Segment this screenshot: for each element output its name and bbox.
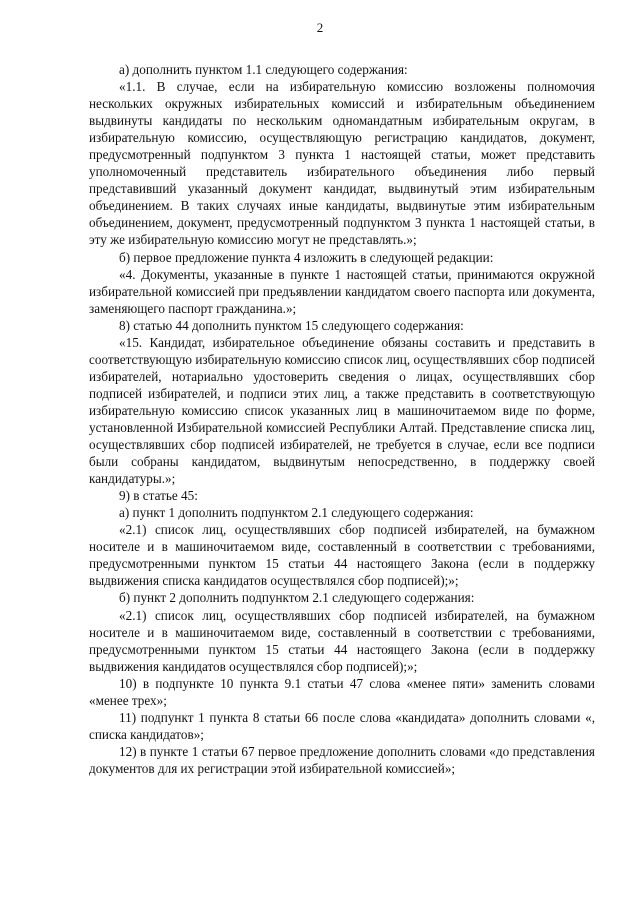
paragraph-subpoint-2-1-second: «2.1) список лиц, осуществлявших сбор подписей избирателей, на бумажном носителе и в машиночитаемом виде, составленный в соответствии с требованиями, предусмотренными пунктом 15 статьи 44 настоящего Закона (если в поддержку выдвижения кандидатов осуществлялся сбор подписей);»;	[89, 607, 595, 674]
page-number: 2	[316, 20, 324, 35]
paragraph-subpoint-2-1-first: «2.1) список лиц, осуществлявших сбор подписей избирателей, на бумажном носителе и в машиночитаемом виде, составленный в соответствии с требованиями, предусмотренными пунктом 15 статьи 44 настоящего Закона (если в поддержку выдвижения списка кандидатов осуществлялся сбор подписей);»;	[89, 522, 595, 589]
paragraph-item-11: 11) подпункт 1 пункта 8 статьи 66 после слова «кандидата» дополнить словами «, списка кандидатов»;	[89, 709, 595, 742]
paragraph-point-4-text: «4. Документы, указанные в пункте 1 настоящей статьи, принимаются окружной избирательной комиссией при предъявлении кандидатом своего паспорта или документа, заменяющего паспорт гражданина.»;	[89, 266, 595, 316]
paragraph-point-1-1-text: «1.1. В случае, если на избирательную комиссию возложены полномочия нескольких окружных избирательных комиссий и избирательным объединением выдвинуты кандидаты по нескольким одномандатным избирательным округам, в избирательную комиссию, осуществляющую регистрацию кандидатов, документ, предусмотренный подпунктом 3 пункта 1 настоящей статьи, может представить уполномоченный представитель избирательного объединения либо первый представивший указанный документ кандидат, выдвинутый этим избирательным объединением. В таких случаях иные кандидаты, выдвинутые этим избирательным объединением, документ, предусмотренный подпунктом 3 пункта 1 настоящей статьи, в эту же избирательную комиссию могут не представлять.»;	[89, 79, 595, 248]
paragraph-amend-b-point-2: б) пункт 2 дополнить подпунктом 2.1 следующего содержания:	[119, 590, 475, 606]
document-body	[89, 61, 595, 777]
paragraph-item-12: 12) в пункте 1 статьи 67 первое предложение дополнить словами «до представления документов для их регистрации этой избирательной комиссией»;	[89, 743, 595, 776]
paragraph-point-15-text: «15. Кандидат, избирательное объединение обязаны составить и представить в соответствующую избирательную комиссию список лиц, осуществлявших сбор подписей избирателей, нотариально удостоверить сведения о лицах, осуществлявших сбор подписей избирателей, и подписи этих лиц, а также представить в соответствующую избирательную комиссию список указанных лиц в машиночитаемом виде по форме, установленной Избирательной комиссией Республики Алтай. Представление списка лиц, осуществлявших сбор подписей избирателей, не требуется в случае, если все подписи были собраны кандидатом, выдвинутым непосредственно, в поддержку своей кандидатуры.»;	[89, 334, 595, 487]
paragraph-amend-a-1-1: а) дополнить пунктом 1.1 следующего содержания:	[119, 62, 408, 77]
paragraph-item-8: 8) статью 44 дополнить пунктом 15 следующего содержания:	[119, 317, 464, 333]
paragraph-item-9: 9) в статье 45:	[119, 488, 198, 504]
paragraph-amend-b-point-4: б) первое предложение пункта 4 изложить в следующей редакции:	[119, 249, 494, 265]
paragraph-amend-a-point-1: а) пункт 1 дополнить подпунктом 2.1 следующего содержания:	[119, 505, 474, 521]
paragraph-item-10: 10) в подпункте 10 пункта 9.1 статьи 47 слова «менее пяти» заменить словами «менее трех»;	[89, 675, 595, 708]
